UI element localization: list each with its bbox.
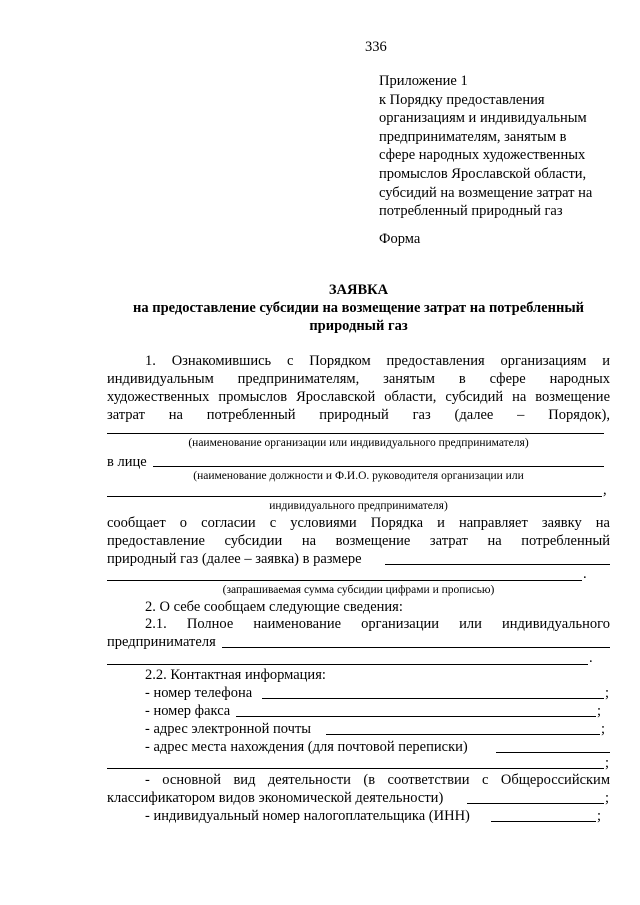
address-field[interactable] [496,752,610,753]
paragraph-1-line2: индивидуальным предпринимателям, занятым в сфере народных [107,371,610,387]
form-label: Форма [379,231,421,247]
phone-field[interactable] [262,698,604,699]
paragraph-2-line2: предоставление субсидии на возмещение затрат на потребленный [107,533,610,549]
fax-label: - номер факса [145,703,231,719]
sum-field-continued[interactable] [107,580,582,581]
semicolon: ; [597,703,602,719]
appendix-line: к Порядку предоставления [379,91,545,108]
in-person-label: в лице [107,454,147,470]
paragraph-2-line3: природный газ (далее – заявка) в размере [107,551,362,567]
appendix-line: организациям и индивидуальным [379,110,587,127]
caption-organization: (наименование организации или индивидуального предпринимателя) [188,437,529,449]
caption-sum: (запрашиваемая сумма субсидии цифрами и прописью) [222,584,495,596]
document-subtitle-line2: природный газ [309,318,408,334]
appendix-line: промыслов Ярославской области, [379,165,587,182]
appendix-line: предпринимателям, занятым в [379,128,567,145]
representative-field[interactable] [153,466,604,467]
activity-field[interactable] [467,803,604,804]
activity-line2: классификатором видов экономической деятельности) [107,790,444,806]
full-name-field[interactable] [222,647,610,648]
section-2-heading: 2. О себе сообщаем следующие сведения: [145,599,403,615]
appendix-line: субсидий на возмещение затрат на [379,184,593,201]
semicolon: ; [601,721,606,737]
appendix-block [379,72,592,221]
appendix-line: сфере народных художественных [379,147,586,164]
period-2: . [589,650,593,666]
sum-field[interactable] [385,564,610,565]
semicolon: ; [597,808,602,824]
representative-field-continued[interactable] [107,496,602,497]
email-label: - адрес электронной почты [145,721,312,737]
full-name-field-continued[interactable] [107,664,588,665]
fax-field[interactable] [236,716,596,717]
semicolon: ; [605,755,610,771]
inn-field[interactable] [491,821,596,822]
caption-position-line2: индивидуального предпринимателя) [269,500,448,512]
document-title: ЗАЯВКА [328,282,389,298]
section-2-1-line1: 2.1. Полное наименование организации или индивидуального [145,616,610,632]
page-number: 336 [365,39,387,55]
appendix-line: потребленный природный газ [379,203,563,220]
address-label: - адрес места нахождения (для почтовой переписки) [145,739,468,755]
email-field[interactable] [326,734,600,735]
appendix-line: Приложение 1 [379,73,468,89]
semicolon: ; [605,685,610,701]
caption-position-line1: (наименование должности и Ф.И.О. руководителя организации или [193,470,524,482]
phone-label: - номер телефона [145,685,253,701]
paragraph-2-line1: сообщает о согласии с условиями Порядка и направляет заявку на [107,515,610,531]
document-subtitle-line1: на предоставление субсидии на возмещение затрат на потребленный [132,300,585,316]
section-2-1-line2: предпринимателя [107,634,216,650]
semicolon: ; [605,790,610,806]
paragraph-1-line1: 1. Ознакомившись с Порядком предоставления организациям и [145,353,610,369]
activity-line1: - основной вид деятельности (в соответствии с Общероссийским [145,772,610,788]
inn-label: - индивидуальный номер налогоплательщика (ИНН) [145,808,470,824]
address-field-continued[interactable] [107,768,604,769]
comma: , [603,482,607,498]
paragraph-1-line4: затрат на потребленный природный газ (далее – Порядок), [107,407,610,423]
period: . [583,566,587,582]
organization-name-field[interactable] [107,433,604,434]
paragraph-1-line3: художественных промыслов Ярославской области, субсидий на возмещение [107,389,610,405]
section-2-2-heading: 2.2. Контактная информация: [145,667,326,683]
